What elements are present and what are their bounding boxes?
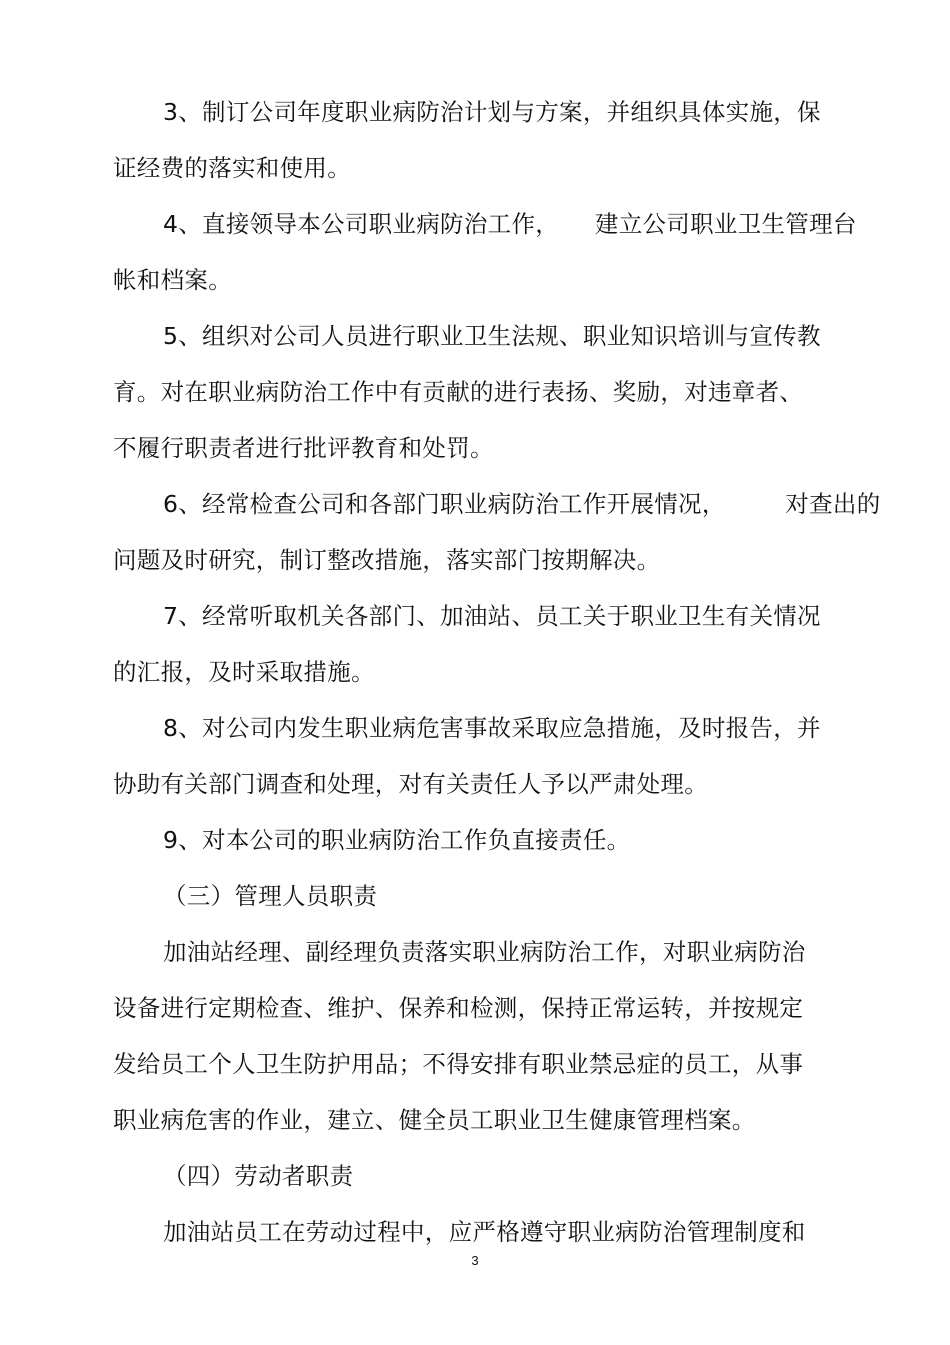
text-line: 职业病危害的作业，建立、健全员工职业卫生健康管理档案。 xyxy=(113,1106,756,1134)
text-line: 的汇报，及时采取措施。 xyxy=(113,658,375,686)
text-line: 帐和档案。 xyxy=(113,266,232,294)
text-line: 加油站员工在劳动过程中，应严格遵守职业病防治管理制度和 xyxy=(163,1218,806,1246)
text-line: 9、对本公司的职业病防治工作负直接责任。 xyxy=(163,826,631,854)
text-line: 育。对在职业病防治工作中有贡献的进行表扬、奖励，对违章者、 xyxy=(113,378,804,406)
text-line: 协助有关部门调查和处理，对有关责任人予以严肃处理。 xyxy=(113,770,708,798)
text-line: 4、直接领导本公司职业病防治工作， 建立公司职业卫生管理台 xyxy=(163,210,857,238)
text-line: 8、对公司内发生职业病危害事故采取应急措施，及时报告，并 xyxy=(163,714,821,742)
text-line: 证经费的落实和使用。 xyxy=(113,154,351,182)
text-line: 设备进行定期检查、维护、保养和检测，保持正常运转，并按规定 xyxy=(113,994,804,1022)
text-line: 7、经常听取机关各部门、加油站、员工关于职业卫生有关情况 xyxy=(163,602,821,630)
text-line: 问题及时研究，制订整改措施，落实部门按期解决。 xyxy=(113,546,661,574)
text-line: 不履行职责者进行批评教育和处罚。 xyxy=(113,434,494,462)
text-line: 5、组织对公司人员进行职业卫生法规、职业知识培训与宣传教 xyxy=(163,322,821,350)
text-line: 6、经常检查公司和各部门职业病防治工作开展情况， 对查出的 xyxy=(163,490,881,518)
text-line: 3、制订公司年度职业病防治计划与方案，并组织具体实施，保 xyxy=(163,98,821,126)
text-line: 加油站经理、副经理负责落实职业病防治工作，对职业病防治 xyxy=(163,938,806,966)
section-heading: （四）劳动者职责 xyxy=(163,1162,354,1190)
text-line: 发给员工个人卫生防护用品；不得安排有职业禁忌症的员工，从事 xyxy=(113,1050,804,1078)
page-number: 3 xyxy=(471,1253,479,1268)
section-heading: （三）管理人员职责 xyxy=(163,882,378,910)
